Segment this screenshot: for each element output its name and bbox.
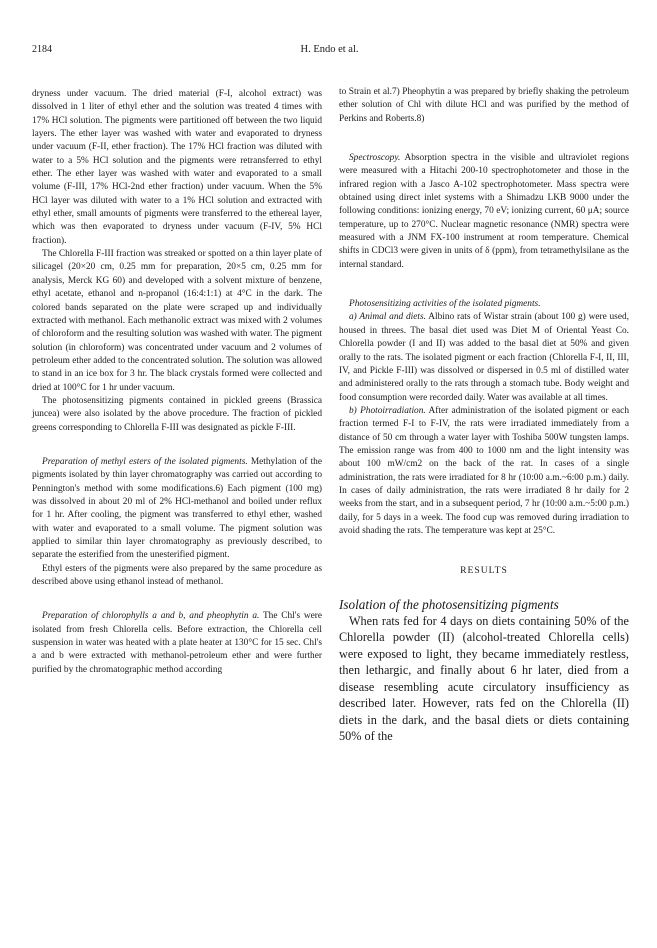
paragraph-fractionation: dryness under vacuum. The dried material (F-I, alcohol extract) was dissolved in 1 liter of ethyl ether and the solution was treated 4 times with 17% HCl solution. The pigments were partitioned off between the two liquid layers. The ether layer was washed with water and evaporated to dryness under vacuum (F-II, ether fraction). The 17% HCl fraction was diluted with water to a 5% HCl solution and the pigments were retransferred to ethyl ether. The ether layer was washed with water and evaporated to a small volume (F-III, 17% HCl-2nd ether fraction) under vacuum. When the 5% HCl layer was diluted with water to a 1% HCl solution and extracted with ethyl ether, small amounts of pigments were transferred to the ethereal layer, which was then evaporated to dryness under vacuum (F-IV, 5% HCl fraction). bbox=[32, 89, 322, 246]
spacer bbox=[339, 272, 629, 298]
paragraph-methyl-esters-body: Methylation of the pigments isolated by thin layer chromatography was carried out according to Pennington's method with some modifications.6) Each pigment (100 mg) was dissolved in about 20 ml of 2% HCl-methanol and boiled under reflux for 1 hr. After cooling, the pigment was transferred to ethyl ether, washed with water and evaporated to a small volume. The pigment solution was applied to similar thin layer chromatography as previously described, to separate the esterified from the unesterified pigment. bbox=[32, 456, 322, 561]
spacer bbox=[339, 126, 629, 152]
paragraph-photoirradiation bbox=[339, 405, 629, 538]
paragraph-animals-diets bbox=[339, 311, 629, 404]
paragraph-spectroscopy bbox=[339, 152, 629, 272]
paragraph-ethyl-esters: Ethyl esters of the pigments were also prepared by the same procedure as described above using ethanol instead of methanol. bbox=[32, 563, 322, 588]
paragraph-photoirradiation-body: After administration of the isolated pigment or each fraction termed F-I to F-IV, the rats were irradiated immediately from a distance of 50 cm through a water layer with Toshiba 500W tungsten lamps. The emission range was from 400 to 1000 nm and the light intensity was about 100 mW/cm2 on the back of the rat. In cases of a single administration, the rats were irradiated for 8 hr (10:00 a.m.~6:00 p.m.) daily. In cases of daily administration, the rats were irradiated 8 hr daily for 2 weeks from the start, and in a subsequent period, 7 hr (10:00 a.m.~5:00 p.m.) daily, for 5 days in a week. The food cup was removed during irradiation to avoid shading the rats. The temperature was kept at 25°C. bbox=[339, 405, 630, 536]
item-label-animals-diets: a) Animal and diets. bbox=[349, 312, 426, 323]
left-column bbox=[32, 88, 322, 677]
paragraph-chlorophylls bbox=[32, 610, 322, 677]
paragraph-results-isolation: When rats fed for 4 days on diets containing 50% of the Chlorella powder (II) (alcohol-treated Chlorella cells) were exposed to light, they became immediately restless, then lethargic, and finally about 6 hr later, died from a disease resembling acute circulatory insufficiency as described later. However, rats fed on the Chlorella (II) diets in the dark, and the basal diets or diets containing 50% of the bbox=[339, 613, 629, 744]
paragraph-pheophytin: to Strain et al.7) Pheophytin a was prepared by briefly shaking the petroleum ether solution of Chl with dilute HCl and was purified by the method of Perkins and Roberts.8) bbox=[339, 87, 629, 124]
results-subtitle: Isolation of the photosensitizing pigments bbox=[339, 596, 559, 612]
item-label-photoirradiation: b) Photoirradiation. bbox=[349, 405, 426, 416]
page-header bbox=[32, 44, 627, 58]
paragraph-tlc: The Chlorella F-III fraction was streaked or spotted on a thin layer plate of silicagel (20×20 cm, 0.25 mm for preparation, 20×5 cm, 0.25 mm for analysis, Merck KG 60) and developed with a solvent mixture of benzene, ethyl acetate, ethanol and n-propanol (16:4:1:1) at 4°C in the dark. The colored bands separated on the plate were scraped up and individually extracted with methanol. Each methanolic extract was mixed with 2 volumes of chloroform and the resulting solution was washed with water. The pigment solution (in chloroform) was concentrated under vacuum and 2 volumes of petroleum ether added to the concentrated solution. The solution was allowed to stand in an ice box for 3 hr. The black crystals formed were collected and dried at 100°C for 1 hr under vacuum. bbox=[32, 249, 322, 393]
subsection-title-chlorophylls: Preparation of chlorophylls a and b, and pheophytin a. bbox=[42, 611, 260, 622]
paragraph-spectroscopy-body: Absorption spectra in the visible and ultraviolet regions were measured with a Hitachi 200-10 spectrophotometer and those in the infrared region with a Jasco A-102 spectrophotometer. Mass spectra were obtained using direct inlet systems with a Shimadzu LKB 9000 under the following conditions: ionizing energy, 70 eV; ionizing current, 60 μA; source temperature, up to 270°C. Nuclear magnetic resonance (NMR) spectra were measured with a JNM FX-100 instrument at room temperature. Chemical shifts in CDCl3 were given in units of δ (ppm), from tetramethylsilane as the internal standard. bbox=[339, 153, 629, 270]
subsection-title-methyl-esters: Preparation of methyl esters of the isolated pigments. bbox=[42, 456, 248, 467]
paragraph-animals-diets-body: Albino rats of Wistar strain (about 100 g) were used, housed in threes. The basal diet used was Diet M of Oriental Yeast Co. Chlorella powder (I and II) was added to the basal diet at 50% and given orally to the rats. The isolated pigment or each fraction (Chlorella F-I, II, III, IV, and Pickle F-III) was dissolved or dispersed in 0.5 ml of distilled water and administered orally to the rats through a stomach tube. Body weight and food consumption were recorded daily. Water was available at all times. bbox=[339, 312, 629, 403]
paragraph-pickled-greens: The photosensitizing pigments contained in pickled greens (Brassica juncea) were also isolated by the above procedure. The fraction of pickled greens corresponding to Chlorella F-III was designated as pickle F-III. bbox=[32, 395, 322, 433]
spacer bbox=[32, 589, 322, 610]
right-column bbox=[339, 86, 629, 745]
results-heading: RESULTS bbox=[460, 565, 508, 577]
subsection-title-spectroscopy: Spectroscopy. bbox=[349, 153, 401, 164]
spacer bbox=[32, 435, 322, 456]
page-number: 2184 bbox=[32, 44, 52, 55]
subsection-title-photosensitizing: Photosensitizing activities of the isolated pigments. bbox=[349, 299, 541, 310]
spacer bbox=[339, 578, 629, 596]
spacer bbox=[339, 538, 629, 564]
paragraph-methyl-esters bbox=[32, 456, 322, 563]
running-head: H. Endo et al. bbox=[300, 44, 359, 55]
paragraph-chlorophylls-body: The Chl's were isolated from fresh Chlorella cells. Before extraction, the Chlorella cell suspension in water was heated with a plate heater at 130°C for 15 sec. Chl's a and b were extracted with methanol-petroleum ether and were further purified by the chromatographic method according bbox=[32, 611, 323, 675]
